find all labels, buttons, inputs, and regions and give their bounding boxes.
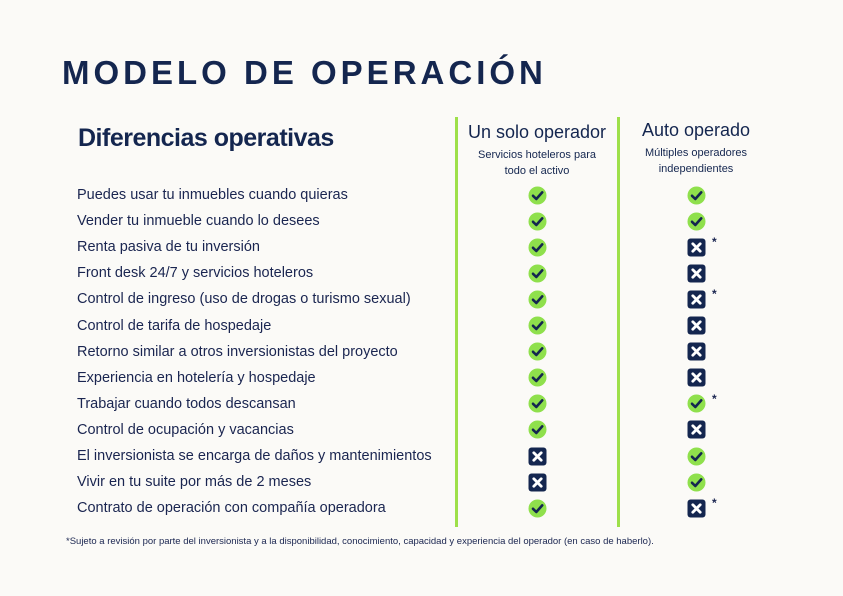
check-circle-icon <box>528 420 547 439</box>
row-label: Control de ocupación y vacancias <box>77 421 294 438</box>
row-label: Contrato de operación con compañía operadora <box>77 500 386 517</box>
asterisk-note-marker: * <box>712 496 717 511</box>
page-title: MODELO DE OPERACIÓN <box>62 54 547 91</box>
check-circle-icon <box>528 264 547 283</box>
asterisk-note-marker: * <box>712 391 717 406</box>
check-circle-icon <box>528 238 547 257</box>
x-square-icon <box>687 290 706 309</box>
x-square-icon <box>687 316 706 335</box>
check-circle-icon <box>687 186 706 205</box>
asterisk-note-marker: * <box>712 287 717 302</box>
row-label: Control de ingreso (uso de drogas o turismo sexual) <box>77 291 411 308</box>
check-circle-icon <box>528 342 547 361</box>
row-label: Vender tu inmueble cuando lo desees <box>77 213 320 230</box>
check-circle-icon <box>528 368 547 387</box>
footnote: *Sujeto a revisión por parte del inversionista y a la disponibilidad, conocimiento, capacidad y experiencia del operador (en caso de haberlo). <box>66 536 654 547</box>
check-circle-icon <box>528 212 547 231</box>
column-header-single-operator <box>458 121 616 179</box>
x-square-icon <box>528 473 547 492</box>
row-label: Experiencia en hotelería y hospedaje <box>77 369 316 386</box>
section-subtitle: Diferencias operativas <box>78 124 334 152</box>
row-label: Control de tarifa de hospedaje <box>77 317 272 334</box>
row-label: Vivir en tu suite por más de 2 meses <box>77 474 312 491</box>
row-label: El inversionista se encarga de daños y mantenimientos <box>77 448 432 464</box>
x-square-icon <box>687 368 706 387</box>
check-circle-icon <box>528 186 547 205</box>
x-square-icon <box>687 238 706 257</box>
check-circle-icon <box>528 290 547 309</box>
row-label: Front desk 24/7 y servicios hoteleros <box>77 265 314 282</box>
column-heading: Auto operado <box>641 120 751 140</box>
x-square-icon <box>687 342 706 361</box>
row-label: Renta pasiva de tu inversión <box>77 239 260 256</box>
check-circle-icon <box>687 447 706 466</box>
row-label: Trabajar cuando todos descansan <box>77 395 296 412</box>
check-circle-icon <box>528 394 547 413</box>
check-circle-icon <box>687 394 706 413</box>
asterisk-note-marker: * <box>712 235 717 250</box>
column-heading: Un solo operador <box>467 122 607 142</box>
check-circle-icon <box>687 473 706 492</box>
check-circle-icon <box>528 316 547 335</box>
row-label: Retorno similar a otros inversionistas del proyecto <box>77 343 398 360</box>
column-subheading: Servicios hoteleros para todo el activo <box>477 149 596 177</box>
row-label: Puedes usar tu inmuebles cuando quieras <box>77 187 348 203</box>
column-divider-right <box>617 117 620 527</box>
x-square-icon <box>687 264 706 283</box>
column-subheading: Múltiples operadores independientes <box>644 147 748 175</box>
x-square-icon <box>687 420 706 439</box>
column-header-self-operated <box>620 119 772 177</box>
check-circle-icon <box>687 212 706 231</box>
x-square-icon <box>687 499 706 518</box>
check-circle-icon <box>528 499 547 518</box>
x-square-icon <box>528 447 547 466</box>
